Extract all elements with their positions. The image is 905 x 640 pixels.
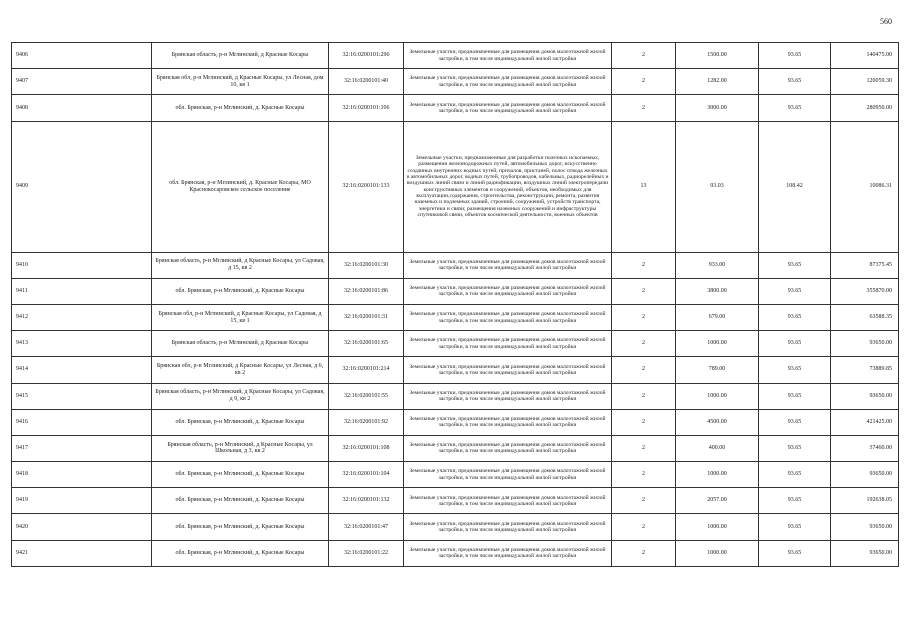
table-row — [12, 69, 899, 95]
area-cell: 1500.00 — [676, 43, 759, 69]
address-cell: Брянская область, р-н Мглинский, д Красные Косары — [152, 331, 329, 357]
table-row — [12, 409, 899, 435]
area-cell: 2057.00 — [676, 488, 759, 514]
use-group-cell: 2 — [612, 331, 676, 357]
use-group-cell: 13 — [612, 121, 676, 252]
cadastral-value-cell: 63588.35 — [831, 304, 899, 330]
record-number: 9414 — [12, 357, 152, 383]
table-row — [12, 43, 899, 69]
address-cell: Брянская область, р-н Мглинский, д Красные Косары, ул Школьная, д 3, кв 2 — [152, 435, 329, 461]
cadastral-value-cell: 280950.00 — [831, 95, 899, 121]
cadastral-number-cell: 32:16:0200101:40 — [329, 69, 404, 95]
page-number: 560 — [880, 17, 892, 26]
cadastral-value-cell: 93650.00 — [831, 462, 899, 488]
area-cell: 1282.00 — [676, 69, 759, 95]
record-number: 9412 — [12, 304, 152, 330]
table-row — [12, 121, 899, 252]
land-use-cell: Земельные участки, предназначенные для размещения домов малоэтажной жилой застройки, в том числе индивидуальной жилой застройки — [404, 278, 612, 304]
area-cell: 3800.00 — [676, 278, 759, 304]
address-cell: обл. Брянская, р-н Мглинский, д. Красные Косары — [152, 540, 329, 566]
cadastral-registry-table — [11, 42, 899, 567]
use-group-cell: 2 — [612, 435, 676, 461]
cadastral-number-cell: 32:16:0200101:86 — [329, 278, 404, 304]
address-cell: Брянская область, р-н Мглинский, д Красные Косары, ул Садовая, д 15, кв 2 — [152, 252, 329, 278]
record-number: 9415 — [12, 383, 152, 409]
table-row — [12, 462, 899, 488]
specific-value-cell: 93.65 — [759, 43, 831, 69]
area-cell: 1000.00 — [676, 462, 759, 488]
table-row — [12, 252, 899, 278]
specific-value-cell: 93.65 — [759, 252, 831, 278]
cadastral-value-cell: 93650.00 — [831, 383, 899, 409]
land-use-cell: Земельные участки, предназначенные для размещения домов малоэтажной жилой застройки, в том числе индивидуальной жилой застройки — [404, 304, 612, 330]
cadastral-number-cell: 32:16:0200101:30 — [329, 252, 404, 278]
table-row — [12, 488, 899, 514]
area-cell: 933.00 — [676, 252, 759, 278]
land-use-cell: Земельные участки, предназначенные для размещения домов малоэтажной жилой застройки, в том числе индивидуальной жилой застройки — [404, 69, 612, 95]
specific-value-cell: 93.65 — [759, 383, 831, 409]
cadastral-value-cell: 37460.00 — [831, 435, 899, 461]
area-cell: 1000.00 — [676, 514, 759, 540]
record-number: 9406 — [12, 43, 152, 69]
table-row — [12, 357, 899, 383]
land-use-cell: Земельные участки, предназначенные для размещения домов малоэтажной жилой застройки, в том числе индивидуальной жилой застройки — [404, 383, 612, 409]
land-use-cell: Земельные участки, предназначенные для размещения домов малоэтажной жилой застройки, в том числе индивидуальной жилой застройки — [404, 331, 612, 357]
specific-value-cell: 93.65 — [759, 331, 831, 357]
record-number: 9408 — [12, 95, 152, 121]
use-group-cell: 2 — [612, 357, 676, 383]
record-number: 9420 — [12, 514, 152, 540]
land-use-cell: Земельные участки, предназначенные для размещения домов малоэтажной жилой застройки, в том числе индивидуальной жилой застройки — [404, 462, 612, 488]
record-number: 9407 — [12, 69, 152, 95]
specific-value-cell: 93.65 — [759, 540, 831, 566]
table-row — [12, 331, 899, 357]
record-number: 9421 — [12, 540, 152, 566]
area-cell: 679.00 — [676, 304, 759, 330]
record-number: 9409 — [12, 121, 152, 252]
specific-value-cell: 93.65 — [759, 462, 831, 488]
address-cell: Брянская область, р-н Мглинский, д Красные Косары — [152, 43, 329, 69]
land-use-cell: Земельные участки, предназначенные для размещения домов малоэтажной жилой застройки, в том числе индивидуальной жилой застройки — [404, 409, 612, 435]
use-group-cell: 2 — [612, 462, 676, 488]
cadastral-value-cell: 140475.00 — [831, 43, 899, 69]
area-cell: 3000.00 — [676, 95, 759, 121]
use-group-cell: 2 — [612, 409, 676, 435]
area-cell: 789.00 — [676, 357, 759, 383]
record-number: 9411 — [12, 278, 152, 304]
specific-value-cell: 108.42 — [759, 121, 831, 252]
cadastral-number-cell: 32:16:0200101:104 — [329, 462, 404, 488]
area-cell: 400.00 — [676, 435, 759, 461]
registry-body — [12, 43, 899, 567]
cadastral-number-cell: 32:16:0200101:106 — [329, 95, 404, 121]
cadastral-value-cell: 73889.85 — [831, 357, 899, 383]
use-group-cell: 2 — [612, 488, 676, 514]
address-cell: Брянская обл, р-н Мглинский, д Красные Косары, ул Лесная, д 6, кв 2 — [152, 357, 329, 383]
cadastral-number-cell: 32:16:0200101:22 — [329, 540, 404, 566]
address-cell: обл. Брянская, р-н Мглинский, д. Красные Косары — [152, 462, 329, 488]
table-row — [12, 435, 899, 461]
use-group-cell: 2 — [612, 514, 676, 540]
land-use-cell: Земельные участки, предназначенные для размещения домов малоэтажной жилой застройки, в том числе индивидуальной жилой застройки — [404, 488, 612, 514]
use-group-cell: 2 — [612, 540, 676, 566]
address-cell: обл. Брянская, р-н Мглинский, д. Красные Косары — [152, 488, 329, 514]
specific-value-cell: 93.65 — [759, 304, 831, 330]
area-cell: 1000.00 — [676, 383, 759, 409]
cadastral-number-cell: 32:16:0200101:65 — [329, 331, 404, 357]
specific-value-cell: 93.65 — [759, 357, 831, 383]
cadastral-number-cell: 32:16:0200101:92 — [329, 409, 404, 435]
cadastral-number-cell: 32:16:0200101:296 — [329, 43, 404, 69]
use-group-cell: 2 — [612, 252, 676, 278]
land-use-cell: Земельные участки, предназначенные для размещения домов малоэтажной жилой застройки, в том числе индивидуальной жилой застройки — [404, 357, 612, 383]
use-group-cell: 2 — [612, 43, 676, 69]
table-row — [12, 540, 899, 566]
land-use-cell: Земельные участки, предназначенные для размещения домов малоэтажной жилой застройки, в том числе индивидуальной жилой застройки — [404, 95, 612, 121]
specific-value-cell: 93.65 — [759, 278, 831, 304]
record-number: 9417 — [12, 435, 152, 461]
cadastral-value-cell: 355870.00 — [831, 278, 899, 304]
cadastral-value-cell: 120059.30 — [831, 69, 899, 95]
cadastral-number-cell: 32:16:0200101:31 — [329, 304, 404, 330]
cadastral-value-cell: 87375.45 — [831, 252, 899, 278]
area-cell: 1000.00 — [676, 331, 759, 357]
land-use-cell: Земельные участки, предназначенные для размещения домов малоэтажной жилой застройки, в том числе индивидуальной жилой застройки — [404, 435, 612, 461]
land-use-cell: Земельные участки, предназначенные для размещения домов малоэтажной жилой застройки, в том числе индивидуальной жилой застройки — [404, 514, 612, 540]
use-group-cell: 2 — [612, 95, 676, 121]
address-cell: Брянская обл, р-н Мглинский, д Красные Косары, ул Садовая, д 15, кв 1 — [152, 304, 329, 330]
cadastral-number-cell: 32:16:0200101:132 — [329, 488, 404, 514]
specific-value-cell: 93.65 — [759, 69, 831, 95]
address-cell: обл. Брянская, р-н Мглинский, д. Красные Косары — [152, 278, 329, 304]
area-cell: 1000.00 — [676, 540, 759, 566]
cadastral-value-cell: 192638.05 — [831, 488, 899, 514]
table-row — [12, 95, 899, 121]
use-group-cell: 2 — [612, 69, 676, 95]
specific-value-cell: 93.65 — [759, 409, 831, 435]
specific-value-cell: 93.65 — [759, 435, 831, 461]
record-number: 9419 — [12, 488, 152, 514]
record-number: 9413 — [12, 331, 152, 357]
table-row — [12, 514, 899, 540]
address-cell: Брянская обл, р-н Мглинский, д Красные Косары, ул Лесная, дом 10, кв 1 — [152, 69, 329, 95]
table-row — [12, 304, 899, 330]
cadastral-value-cell: 93650.00 — [831, 540, 899, 566]
address-cell: Брянская область, р-н Мглинский, д Красные Косары, ул Садовая, д 9, кв 2 — [152, 383, 329, 409]
address-cell: обл. Брянская, р-н Мглинский, д. Красные Косары, МО Краснокосаровское сельское поселение — [152, 121, 329, 252]
specific-value-cell: 93.65 — [759, 488, 831, 514]
cadastral-number-cell: 32:16:0200101:133 — [329, 121, 404, 252]
table-row — [12, 278, 899, 304]
area-cell: 4500.00 — [676, 409, 759, 435]
cadastral-number-cell: 32:16:0200101:108 — [329, 435, 404, 461]
cadastral-number-cell: 32:16:0200101:214 — [329, 357, 404, 383]
table-row — [12, 383, 899, 409]
record-number: 9418 — [12, 462, 152, 488]
cadastral-value-cell: 10086.31 — [831, 121, 899, 252]
land-use-cell: Земельные участки, предназначенные для размещения домов малоэтажной жилой застройки, в том числе индивидуальной жилой застройки — [404, 43, 612, 69]
cadastral-value-cell: 421425.00 — [831, 409, 899, 435]
specific-value-cell: 93.65 — [759, 514, 831, 540]
cadastral-number-cell: 32:16:0200101:47 — [329, 514, 404, 540]
cadastral-value-cell: 93650.00 — [831, 514, 899, 540]
land-use-cell: Земельные участки, предназначенные для размещения домов малоэтажной жилой застройки, в том числе индивидуальной жилой застройки — [404, 540, 612, 566]
cadastral-number-cell: 32:16:0200101:55 — [329, 383, 404, 409]
record-number: 9416 — [12, 409, 152, 435]
land-use-cell: Земельные участки, предназначенные для размещения домов малоэтажной жилой застройки, в том числе индивидуальной жилой застройки — [404, 252, 612, 278]
address-cell: обл. Брянская, р-н Мглинский, д. Красные Косары — [152, 409, 329, 435]
use-group-cell: 2 — [612, 304, 676, 330]
use-group-cell: 2 — [612, 278, 676, 304]
address-cell: обл. Брянская, р-н Мглинский, д. Красные Косары — [152, 514, 329, 540]
address-cell: обл. Брянская, р-н Мглинский, д. Красные Косары — [152, 95, 329, 121]
use-group-cell: 2 — [612, 383, 676, 409]
specific-value-cell: 93.65 — [759, 95, 831, 121]
area-cell: 93.03 — [676, 121, 759, 252]
land-use-cell: Земельные участки, предназначенные для разработки полезных ископаемых, размещения железнодорожных путей, автомобильных дорог, искусственно созданных внутренних водных путей, причалов, пристаней, полос отвода железных и автомобильных дорог, водных путей, трубопроводов, кабельных, радиорелейных и воздушных линий связи и линий радиофикации, воздушных линий электропередачи конструктивных элементов и сооружений, объектов, необходимых для эксплуатации,содержания, строительства, реконструкции, ремонта, развития наземных и подземных зданий, строений, сооружений, устройств транспорта, энергетики и связи; размещения наземных сооружений и инфраструктуры спутниковой связи, объектов космической деятельности, военных объектов — [404, 121, 612, 252]
record-number: 9410 — [12, 252, 152, 278]
cadastral-value-cell: 93650.00 — [831, 331, 899, 357]
